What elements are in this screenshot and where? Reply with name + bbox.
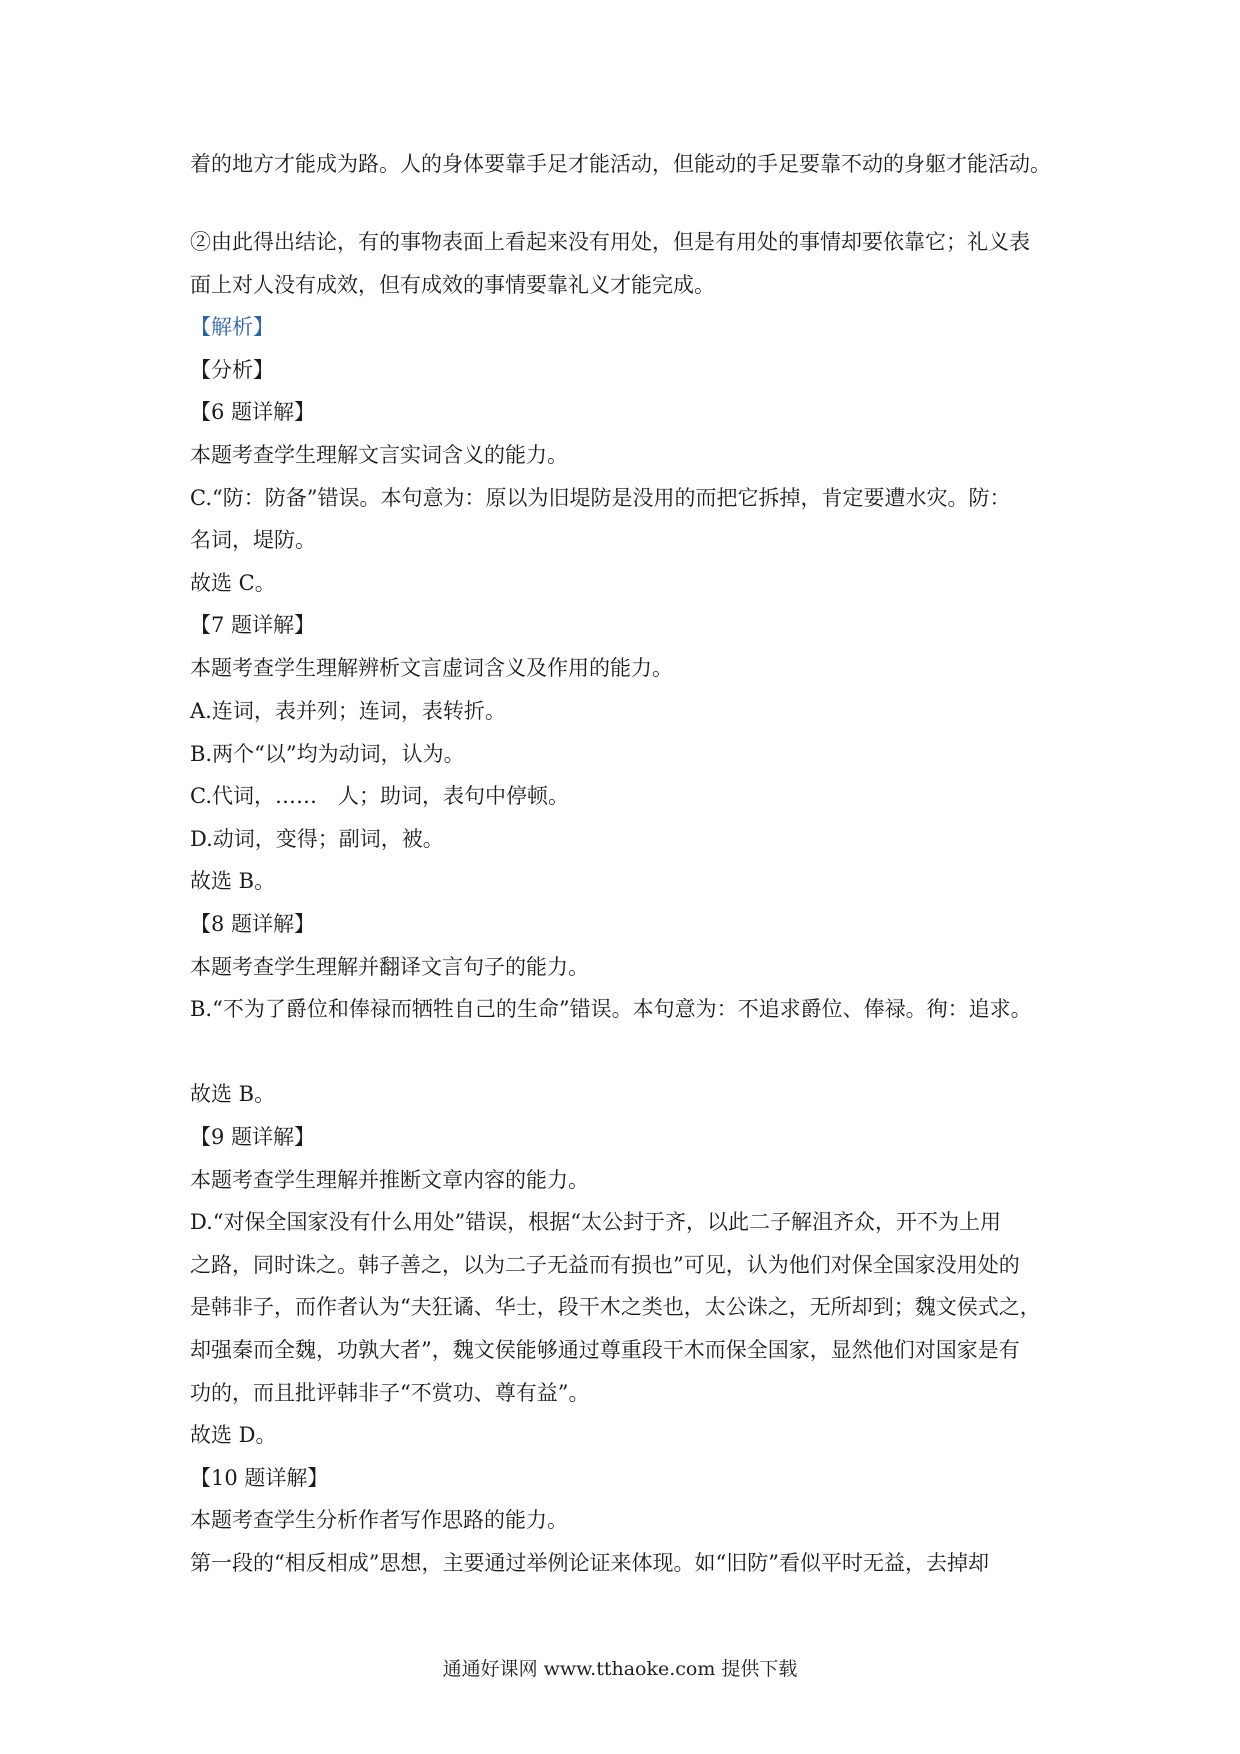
paragraph-line: C.“防：防备”错误。本句意为：原以为旧堤防是没用的而把它拆掉，肯定要遭水灾。防： (190, 486, 1011, 510)
paragraph-line: 面上对人没有成效，但有成效的事情要靠礼义才能完成。 (190, 273, 715, 297)
paragraph-line: 之路，同时诛之。韩子善之，以为二子无益而有损也”可见，认为他们对保全国家没用处的 (190, 1253, 1020, 1277)
section-heading: 【8 题详解】 (190, 912, 316, 936)
section-heading: 【6 题详解】 (190, 400, 316, 424)
paragraph-line: 本题考查学生理解并推断文章内容的能力。 (190, 1168, 589, 1192)
paragraph-line: 故选 D。 (190, 1423, 277, 1447)
paragraph-line: 故选 C。 (190, 571, 276, 595)
paragraph-line: 本题考查学生理解并翻译文言句子的能力。 (190, 955, 589, 979)
paragraph-line: D.动词，变得；副词，被。 (190, 827, 444, 851)
paragraph-line: ②由此得出结论，有的事物表面上看起来没有用处，但是有用处的事情却要依靠它；礼义表 (190, 230, 1030, 254)
section-heading: 【9 题详解】 (190, 1125, 316, 1149)
paragraph-line: 功的，而且批评韩非子“不赏功、尊有益”。 (190, 1381, 590, 1405)
paragraph-line: D.“对保全国家没有什么用处”错误，根据“太公封于齐，以此二子解沮齐众，开不为上用 (190, 1210, 1001, 1234)
paragraph-line: 本题考查学生理解文言实词含义的能力。 (190, 443, 568, 467)
section-heading: 【7 题详解】 (190, 613, 316, 637)
page-footer: 通通好课网 www.tthaoke.com 提供下载 (442, 1658, 798, 1680)
paragraph-line: 故选 B。 (190, 1082, 276, 1106)
section-heading-analysis: 【解析】 (190, 315, 274, 339)
section-heading: 【分析】 (190, 358, 274, 382)
paragraph-line: 着的地方才能成为路。人的身体要靠手足才能活动，但能动的手足要靠不动的身躯才能活动。 (190, 152, 1051, 176)
paragraph-line: C.代词，…… 人；助词，表句中停顿。 (190, 784, 569, 808)
paragraph-line: 本题考查学生分析作者写作思路的能力。 (190, 1508, 568, 1532)
paragraph-line: 故选 B。 (190, 869, 276, 893)
paragraph-line: 名词，堤防。 (190, 528, 316, 552)
paragraph-line: B.两个“以”均为动词，认为。 (190, 742, 465, 766)
paragraph-line: 却强秦而全魏，功孰大者”，魏文侯能够通过尊重段干木而保全国家，显然他们对国家是有 (190, 1338, 1020, 1362)
paragraph-line: B.“不为了爵位和俸禄而牺牲自己的生命”错误。本句意为：不追求爵位、俸禄。徇：追求。 (190, 997, 1032, 1021)
section-heading: 【10 题详解】 (190, 1466, 329, 1490)
paragraph-line: 第一段的“相反相成”思想，主要通过举例论证来体现。如“旧防”看似平时无益，去掉却 (190, 1551, 989, 1575)
paragraph-line: A.连词，表并列；连词，表转折。 (190, 699, 506, 723)
paragraph-line: 是韩非子，而作者认为“夫狂谲、华士，段干木之类也，太公诛之，无所却到；魏文侯式之， (190, 1295, 1041, 1319)
paragraph-line: 本题考查学生理解辨析文言虚词含义及作用的能力。 (190, 656, 673, 680)
